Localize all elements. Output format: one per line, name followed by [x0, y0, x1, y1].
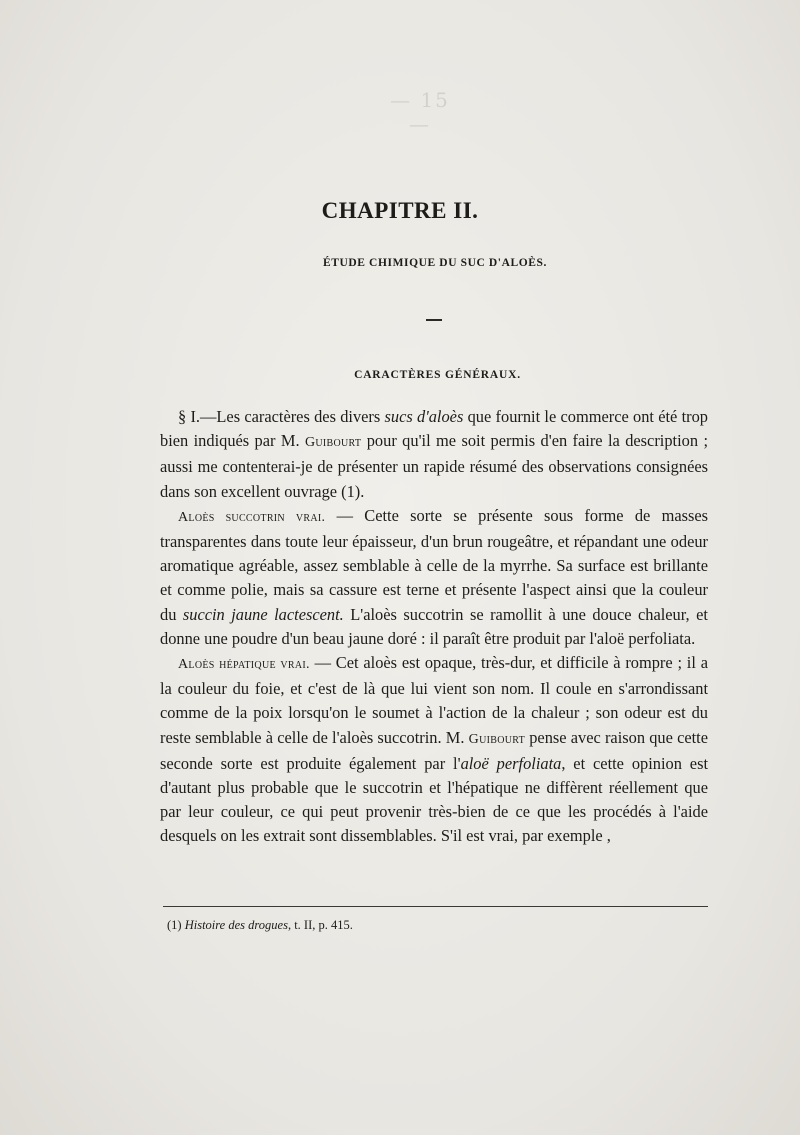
- p2-heading: Aloès succotrin vrai.: [178, 509, 326, 525]
- p2-text-1: — Cette sorte se présente sous forme de masses transparentes dans toute leur épaisseur, d'un brun rougeâtre, et répandant une odeur aromatique agréable, assez semblable à celle de la myrrhe. Sa surface est brillante et comme polie, mais sa cassure est terne et présente l'aspect ainsi que la couleur du: [160, 505, 708, 624]
- p2-text-2: L'aloès succotrin se ramollit à une douce chaleur, et donne une poudre d'un beau jaune doré : il paraît être produit par l'aloë perfoliata.: [160, 604, 708, 648]
- paragraph-2: [160, 504, 708, 651]
- paragraph-3: [160, 651, 708, 849]
- footnote: [167, 918, 707, 933]
- chapter-title: CHAPITRE II.: [321, 198, 479, 223]
- footnote-reference: , t. II, p. 415.: [287, 918, 353, 932]
- footnote-marker: (1): [167, 918, 185, 932]
- p3-emphasis: aloë perfoliata: [460, 753, 562, 773]
- body-text: [160, 405, 708, 849]
- p1-emphasis: sucs d'aloès: [384, 407, 464, 426]
- p3-text-3: , et cette opinion est d'autant plus probable que le succotrin et l'hépatique ne diffèrent réellement que par leur couleur, ce qui peut provenir très-bien de ce que les procédés à l'aide desquels on les extrait sont dissemblables. S'il est vrai, par exemple ,: [160, 753, 709, 846]
- separator-dash: [426, 319, 442, 321]
- footnote-title: Histoire des drogues: [184, 918, 288, 932]
- p3-text-1: — Cet aloès est opaque, très-dur, et difficile à rompre ; il a la couleur du foie, et c'est de là que lui vient son nom. Il coule en s'arrondissant comme de la poix lorsqu'on le soumet à l'action de la chaleur ; son odeur est du reste semblable à celle de l'aloès succotrin. M.: [160, 653, 708, 747]
- footnote-rule: [163, 906, 708, 907]
- p3-heading: Aloès hépatique vrai.: [178, 657, 310, 673]
- p3-author-name: Guibourt: [468, 731, 526, 747]
- p2-emphasis: succin jaune lactescent.: [182, 604, 344, 624]
- section-heading: CARACTÈRES GÉNÉRAUX.: [354, 369, 521, 381]
- page-folio: — 15 —: [390, 88, 450, 136]
- p1-mid: que fournit le commerce ont été trop bien indiqués par M.: [160, 407, 709, 451]
- p1-author-name: Guibourt: [304, 435, 362, 451]
- p1-lead: § I.—Les caractères des divers: [178, 407, 385, 426]
- p3-text-2: pense avec raison que cette seconde sorte est produite également par l': [160, 727, 708, 773]
- p1-rest: pour qu'il me soit permis d'en faire la description ; aussi me contenterai-je de présenter un rapide résumé des observations consignées dans son excellent ouvrage (1).: [160, 431, 708, 501]
- paragraph-1: [160, 405, 708, 504]
- chapter-subtitle: ÉTUDE CHIMIQUE DU SUC D'ALOÈS.: [322, 257, 548, 269]
